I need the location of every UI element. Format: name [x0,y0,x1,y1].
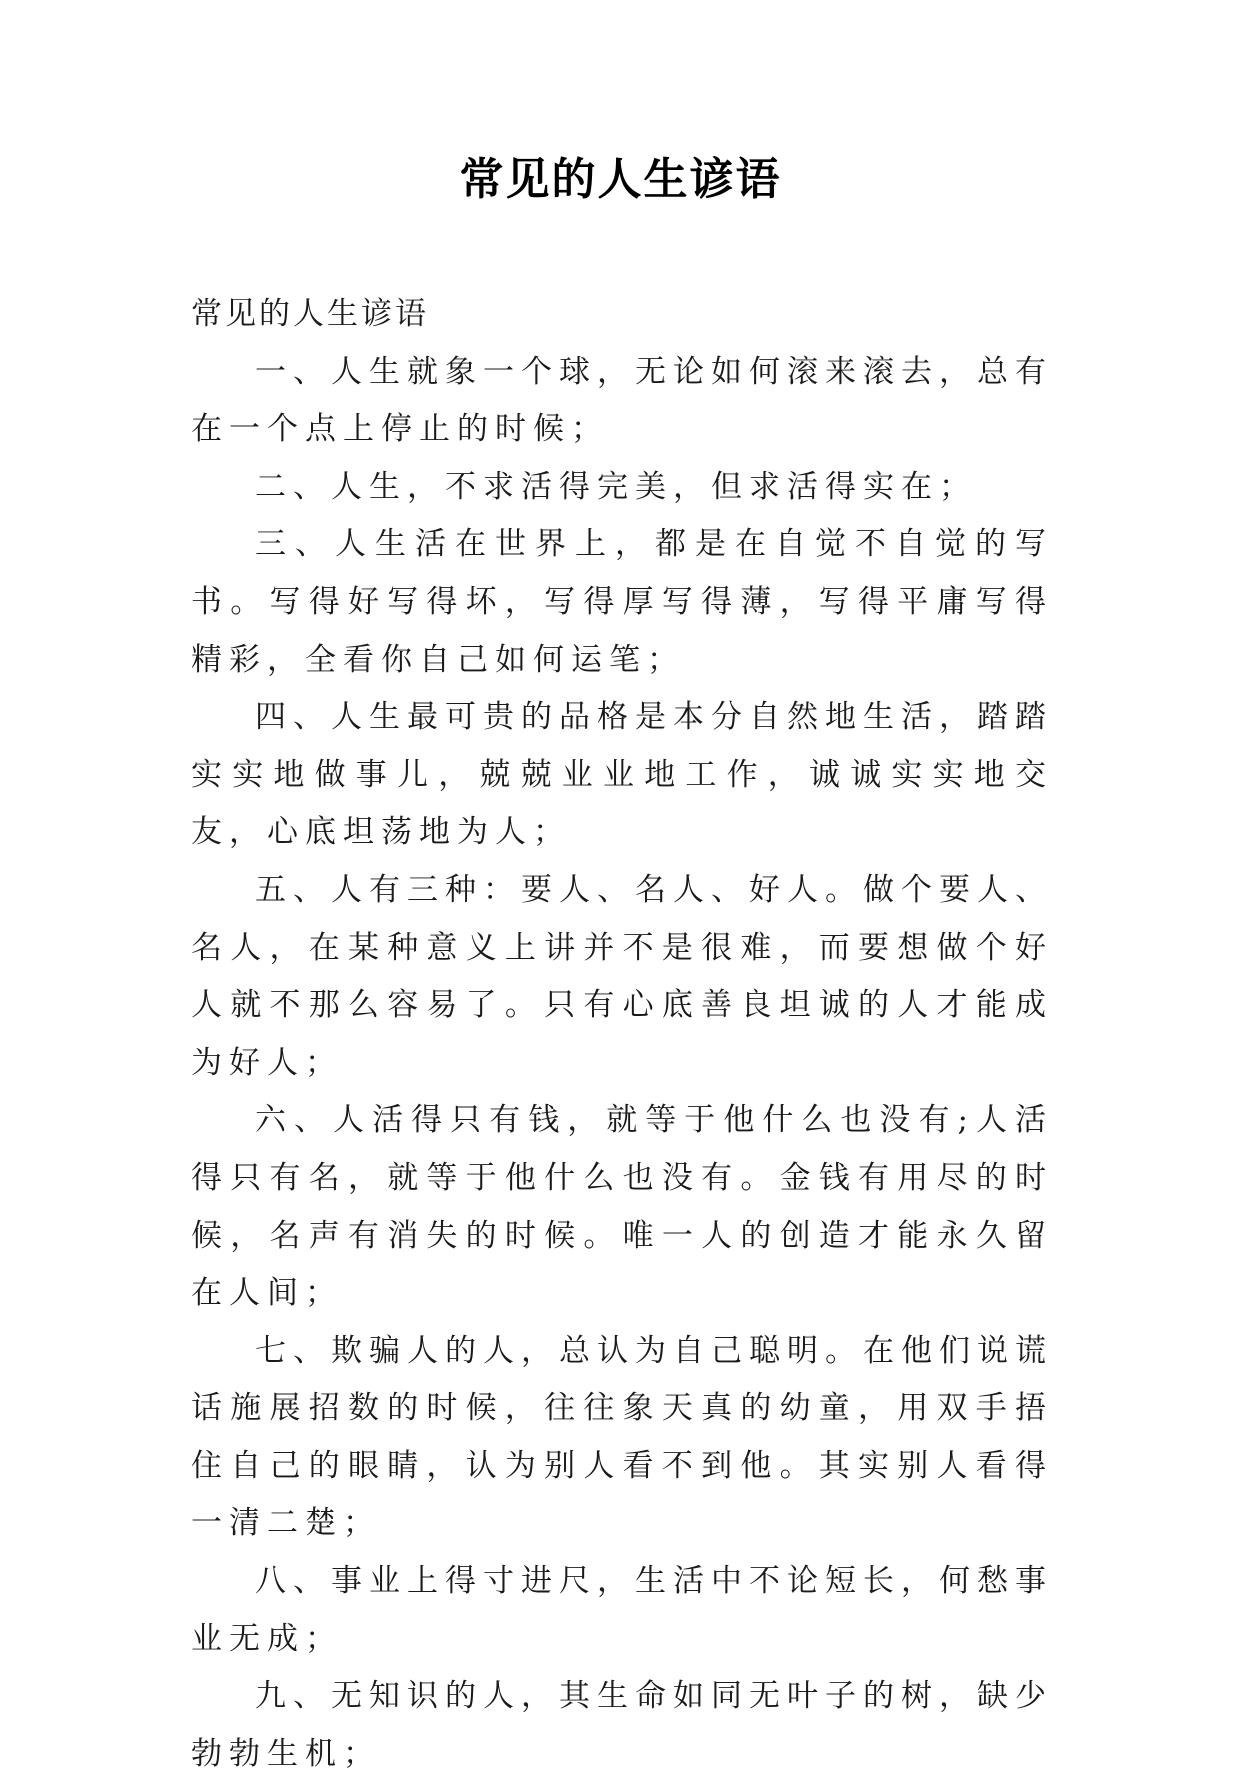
paragraph-9: 九、无知识的人，其生命如同无叶子的树，缺少勃勃生机； [191,1678,1053,1772]
paragraph-5: 五、人有三种：要人、名人、好人。做个要人、名人，在某种意义上讲并不是很难，而要想做个好人就不那么容易了。只有心底善良坦诚的人才能成为好人； [191,871,1053,1081]
paragraph-2: 二、人生，不求活得完美，但求活得实在； [255,468,977,505]
document-title: 常见的人生谚语 [459,154,782,205]
paragraph-7: 七、欺骗人的人，总认为自己聪明。在他们说谎话施展招数的时候，往往象天真的幼童，用双手捂住自己的眼睛，认为别人看不到他。其实别人看得一清二楚； [191,1332,1053,1542]
paragraph-4: 四、人生最可贵的品格是本分自然地生活，踏踏实实地做事儿，兢兢业业地工作，诚诚实实地交友，心底坦荡地为人； [191,699,1053,851]
paragraph-8: 八、事业上得寸进尺，生活中不论短长，何愁事业无成； [191,1563,1053,1657]
paragraph-6: 六、人活得只有钱，就等于他什么也没有;人活得只有名，就等于他什么也没有。金钱有用尽的时候，名声有消失的时候。唯一人的创造才能永久留在人间； [191,1102,1053,1312]
document-body [191,286,1053,1783]
paragraph-1: 一、人生就象一个球，无论如何滚来滚去，总有在一个点上停止的时候； [191,353,1053,448]
document-subheading: 常见的人生谚语 [191,296,429,332]
paragraph-3: 三、人生活在世界上，都是在自觉不自觉的写书。写得好写得坏，写得厚写得薄，写得平庸写得精彩，全看你自己如何运笔； [191,526,1053,678]
